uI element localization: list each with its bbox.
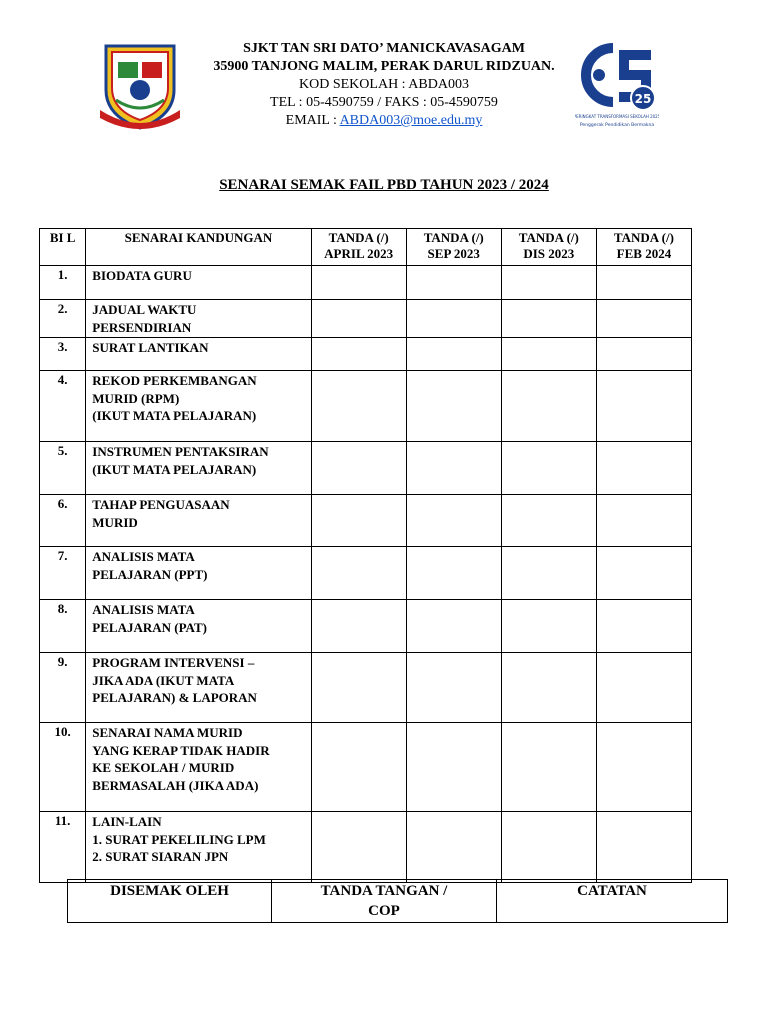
row-item-line: ANALISIS MATA (92, 602, 195, 617)
row-item (86, 600, 311, 653)
tick-cell[interactable] (501, 300, 596, 338)
notes-cell: CATATAN (497, 880, 728, 923)
tick-cell[interactable] (501, 547, 596, 600)
tick-cell[interactable] (596, 442, 691, 495)
row-number: 4. (40, 371, 86, 442)
tick-cell[interactable] (406, 338, 501, 371)
row-item-line: LAIN-LAIN (92, 814, 162, 829)
tick-cell[interactable] (596, 723, 691, 812)
tick-cell[interactable] (311, 442, 406, 495)
row-item-line: JIKA ADA (IKUT MATA (92, 672, 235, 688)
row-item-line: JADUAL WAKTU (92, 302, 197, 317)
table-row (40, 812, 692, 883)
tick-cell[interactable] (406, 547, 501, 600)
row-item-line: MURID (RPM) (92, 390, 180, 406)
tick-cell[interactable] (501, 338, 596, 371)
school-address: 35900 TANJONG MALIM, PERAK DARUL RIDZUAN. (213, 59, 555, 74)
tick-cell[interactable] (406, 600, 501, 653)
row-number: 3. (40, 338, 86, 371)
tick-cell[interactable] (311, 547, 406, 600)
email-label: EMAIL : (285, 113, 340, 128)
row-item-line: 1. SURAT PEKELILING LPM (92, 831, 266, 847)
tick-cell[interactable] (596, 600, 691, 653)
tick-cell[interactable] (311, 653, 406, 723)
tick-cell[interactable] (596, 495, 691, 547)
row-item (86, 547, 311, 600)
tick-cell[interactable] (311, 338, 406, 371)
row-item-line: YANG KERAP TIDAK HADIR (92, 742, 270, 758)
row-item (86, 266, 311, 300)
tick-cell[interactable] (406, 495, 501, 547)
header-no: BI L (40, 229, 86, 266)
page-title: SENARAI SEMAK FAIL PBD TAHUN 2023 / 2024 (219, 177, 549, 193)
letterhead (185, 40, 583, 130)
phone-fax: TEL : 05-4590759 / FAKS : 05-4590759 (270, 95, 498, 110)
row-number: 7. (40, 547, 86, 600)
logo-caption-1: PERINGKAT TRANSFORMASI SEKOLAH 2025 (575, 114, 659, 119)
checklist-table (39, 228, 692, 883)
tick-cell[interactable] (406, 442, 501, 495)
table-row (40, 653, 692, 723)
table-row (40, 495, 692, 547)
email-line (185, 112, 583, 130)
row-item-line: PELAJARAN (PAT) (92, 619, 207, 635)
row-item-line: 2. SURAT SIARAN JPN (92, 849, 229, 864)
row-item (86, 371, 311, 442)
row-item (86, 442, 311, 495)
tick-cell[interactable] (311, 812, 406, 883)
table-row (40, 723, 692, 812)
row-item (86, 495, 311, 547)
tick-cell[interactable] (596, 653, 691, 723)
row-item-line: SURAT LANTIKAN (92, 340, 209, 355)
tick-cell[interactable] (501, 723, 596, 812)
row-item-line: BERMASALAH (JIKA ADA) (92, 777, 259, 793)
tick-cell[interactable] (406, 812, 501, 883)
table-row (40, 338, 692, 371)
tick-cell[interactable] (596, 812, 691, 883)
tick-cell[interactable] (406, 300, 501, 338)
row-number: 10. (40, 723, 86, 812)
header-item: SENARAI KANDUNGAN (86, 229, 311, 266)
tick-cell[interactable] (596, 338, 691, 371)
row-item (86, 338, 311, 371)
row-number: 2. (40, 300, 86, 338)
row-item-line: TAHAP PENGUASAAN (92, 497, 230, 512)
tick-cell[interactable] (311, 266, 406, 300)
row-number: 9. (40, 653, 86, 723)
table-row (40, 442, 692, 495)
tick-cell[interactable] (596, 300, 691, 338)
tick-cell[interactable] (501, 442, 596, 495)
table-row (40, 371, 692, 442)
row-item-line: PELAJARAN (PPT) (92, 566, 208, 582)
table-row (40, 266, 692, 300)
row-number: 1. (40, 266, 86, 300)
header-sep: TANDA (/) SEP 2023 (406, 229, 501, 266)
row-number: 6. (40, 495, 86, 547)
tick-cell[interactable] (311, 495, 406, 547)
email-link[interactable]: ABDA003@moe.edu.my (339, 113, 483, 128)
row-item-line: INSTRUMEN PENTAKSIRAN (92, 444, 269, 459)
row-item-line: PERSENDIRIAN (92, 319, 192, 335)
tick-cell[interactable] (596, 266, 691, 300)
tick-cell[interactable] (501, 495, 596, 547)
row-item-line: (IKUT MATA PELAJARAN) (92, 408, 257, 423)
table-row (40, 300, 692, 338)
row-item-line: (IKUT MATA PELAJARAN) (92, 461, 257, 477)
table-row (40, 600, 692, 653)
tick-cell[interactable] (501, 812, 596, 883)
school-crest-logo (96, 40, 184, 132)
row-item-line: REKOD PERKEMBANGAN (92, 373, 257, 388)
review-table (67, 879, 728, 923)
row-item-line: ANALISIS MATA (92, 549, 195, 564)
checked-by-cell: DISEMAK OLEH (68, 880, 272, 923)
tick-cell[interactable] (596, 371, 691, 442)
row-number: 11. (40, 812, 86, 883)
row-item (86, 653, 311, 723)
row-item (86, 300, 311, 338)
tick-cell[interactable] (311, 723, 406, 812)
tick-cell[interactable] (406, 371, 501, 442)
logo-caption-2: Penggerak Pendidikan Bermakna (579, 123, 655, 128)
tick-cell[interactable] (501, 266, 596, 300)
tick-cell[interactable] (596, 547, 691, 600)
row-item-line: PROGRAM INTERVENSI – (92, 655, 255, 670)
tick-cell[interactable] (311, 371, 406, 442)
transformation-logo (575, 40, 659, 132)
logo-number: 25 (634, 92, 652, 106)
row-item-line: MURID (92, 514, 138, 530)
row-number: 8. (40, 600, 86, 653)
tick-cell[interactable] (311, 600, 406, 653)
row-item-line: SENARAI NAMA MURID (92, 725, 243, 740)
header-feb: TANDA (/) FEB 2024 (596, 229, 691, 266)
row-item (86, 812, 311, 883)
school-code: KOD SEKOLAH : ABDA003 (299, 77, 469, 92)
tick-cell[interactable] (406, 266, 501, 300)
header-dis: TANDA (/) DIS 2023 (501, 229, 596, 266)
tick-cell[interactable] (406, 653, 501, 723)
row-number: 5. (40, 442, 86, 495)
row-item-line: KE SEKOLAH / MURID (92, 760, 235, 775)
tick-cell[interactable] (311, 300, 406, 338)
header-april: TANDA (/) APRIL 2023 (311, 229, 406, 266)
tick-cell[interactable] (501, 600, 596, 653)
row-item-line: BIODATA GURU (92, 268, 192, 283)
signature-cell: TANDA TANGAN / COP (272, 880, 497, 923)
school-name: SJKT TAN SRI DATO’ MANICKAVASAGAM (243, 41, 525, 56)
row-item-line: PELAJARAN) & LAPORAN (92, 690, 257, 705)
row-item (86, 723, 311, 812)
table-row (40, 547, 692, 600)
tick-cell[interactable] (406, 723, 501, 812)
tick-cell[interactable] (501, 653, 596, 723)
tick-cell[interactable] (501, 371, 596, 442)
